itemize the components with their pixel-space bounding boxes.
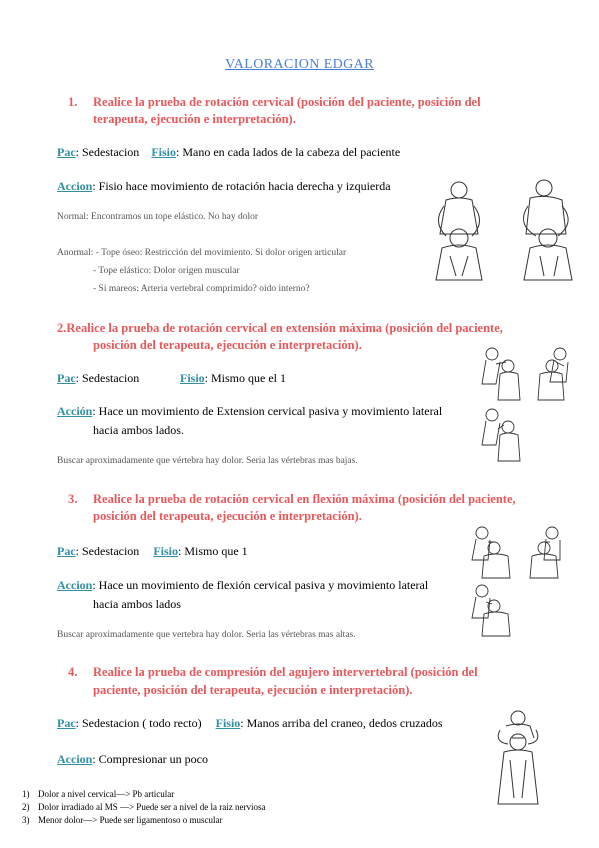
pac-label: Pac <box>57 716 76 730</box>
pac-text: : Sedestacion <box>75 544 140 558</box>
footnote-text: Menor dolor—> Puede ser ligamentoso o muscular <box>38 815 223 825</box>
section-1-heading-line-2: terapeuta, ejecución e interpretación). <box>93 112 296 126</box>
section-1-pac-line <box>57 145 400 160</box>
section-4-heading-line-2: paciente, posición del terapeuta, ejecución e interpretación). <box>93 683 413 697</box>
fisio-label: Fisio <box>153 544 178 558</box>
accion-text: : Hace un movimiento de flexión cervical pasiva y movimiento lateral <box>92 578 429 592</box>
accion-text: : Fisio hace movimiento de rotación hacia derecha y izquierda <box>92 179 391 193</box>
pac-label: Pac <box>57 544 76 558</box>
footnote-number: 1) <box>22 789 30 799</box>
fisio-text: : Manos arriba del craneo, dedos cruzados <box>240 716 443 730</box>
section-1-anormal-1: Anormal: - Tope óseo: Restricción del movimiento. Si dolor origen articular <box>57 248 347 258</box>
accion-text: : Hace un movimiento de Extension cervical pasiva y movimiento lateral <box>92 404 443 418</box>
section-3-accion-line-2: hacia ambos lados <box>93 597 181 611</box>
footnote-text: Dolor a nivel cervical—> Pb articular <box>38 789 175 799</box>
pac-text: : Sedestacion <box>75 371 140 385</box>
accion-label: Acción <box>57 404 93 418</box>
section-3-note: Buscar aproximadamente que vertebra hay dolor. Seria las vértebras mas altas. <box>57 630 356 640</box>
section-2-accion-line-2: hacia ambos lados. <box>93 423 184 437</box>
section-3-pac-line <box>57 544 248 559</box>
flexion-test-illustration-3 <box>462 582 518 638</box>
section-2-note: Buscar aproximadamente que vértebra hay dolor. Seria las vértebras mas bajas. <box>57 456 358 466</box>
fisio-label: Fisio <box>215 716 241 730</box>
footnote-number: 3) <box>22 815 30 825</box>
accion-label: Accion <box>57 179 93 193</box>
section-4-accion-line <box>57 752 208 767</box>
rotation-test-illustration-2 <box>504 176 590 284</box>
rotation-test-illustration-1 <box>416 176 502 284</box>
pac-text: : Sedestacion <box>75 145 140 159</box>
accion-label: Accion <box>57 752 93 766</box>
footnote-3 <box>22 815 223 825</box>
pac-label: Pac <box>57 371 76 385</box>
section-1-normal: Normal: Encontramos un tope elástico. No hay dolor <box>57 212 259 222</box>
pac-text: : Sedestacion ( todo recto) <box>75 716 202 730</box>
section-1-accion-line <box>57 179 391 194</box>
section-3-accion-line <box>57 578 428 593</box>
section-1-heading-line-1: Realice la prueba de rotación cervical (posición del paciente, posición del <box>93 95 481 109</box>
section-4-number: 4. <box>68 665 78 679</box>
section-1-anormal-3: - Si mareos: Arteria vertebral comprimido? oido interno? <box>93 284 310 294</box>
section-2-fisio-line <box>180 371 286 386</box>
footnote-number: 2) <box>22 802 30 812</box>
section-2-accion-line <box>57 404 442 419</box>
fisio-text: : Mismo que 1 <box>177 544 248 558</box>
section-3-number: 3. <box>68 492 78 506</box>
compression-test-illustration <box>486 708 550 808</box>
flexion-test-illustration-1 <box>462 524 518 580</box>
fisio-label: Fisio <box>151 145 176 159</box>
section-2-pac-line <box>57 371 139 386</box>
section-4-pac-line <box>57 716 443 731</box>
extension-test-illustration-2 <box>530 344 582 402</box>
section-1-number: 1. <box>68 95 78 109</box>
extension-test-illustration-1 <box>476 344 528 402</box>
fisio-label: Fisio <box>180 371 205 385</box>
fisio-text: : Mano en cada lados de la cabeza del paciente <box>175 145 401 159</box>
extension-test-illustration-3 <box>476 405 528 463</box>
accion-label: Accion <box>57 578 93 592</box>
flexion-test-illustration-2 <box>520 524 576 580</box>
footnote-text: Dolor irradiado al MS —> Puede ser a nivel de la raiz nerviosa <box>38 802 266 812</box>
footnote-1 <box>22 789 174 799</box>
page-title: VALORACION EDGAR <box>225 57 374 72</box>
fisio-text: : Mismo que el 1 <box>204 371 286 385</box>
accion-text: : Compresionar un poco <box>92 752 208 766</box>
section-3-heading-line-2: posición del terapeuta, ejecución e interpretación). <box>93 509 362 523</box>
section-2-heading-line-2: posición del terapeuta, ejecución e interpretación). <box>93 338 362 352</box>
section-1-anormal-2: - Tope elástico: Dolor origen muscular <box>93 266 240 276</box>
section-3-heading-line-1: Realice la prueba de rotación cervical en flexión máxima (posición del paciente, <box>93 492 516 506</box>
section-4-heading-line-1: Realice la prueba de compresión del agujero intervertebral (posición del <box>93 665 478 679</box>
footnote-2 <box>22 802 266 812</box>
section-2-heading-line-1: 2.Realice la prueba de rotación cervical en extensión máxima (posición del paciente, <box>57 321 503 335</box>
pac-label: Pac <box>57 145 76 159</box>
